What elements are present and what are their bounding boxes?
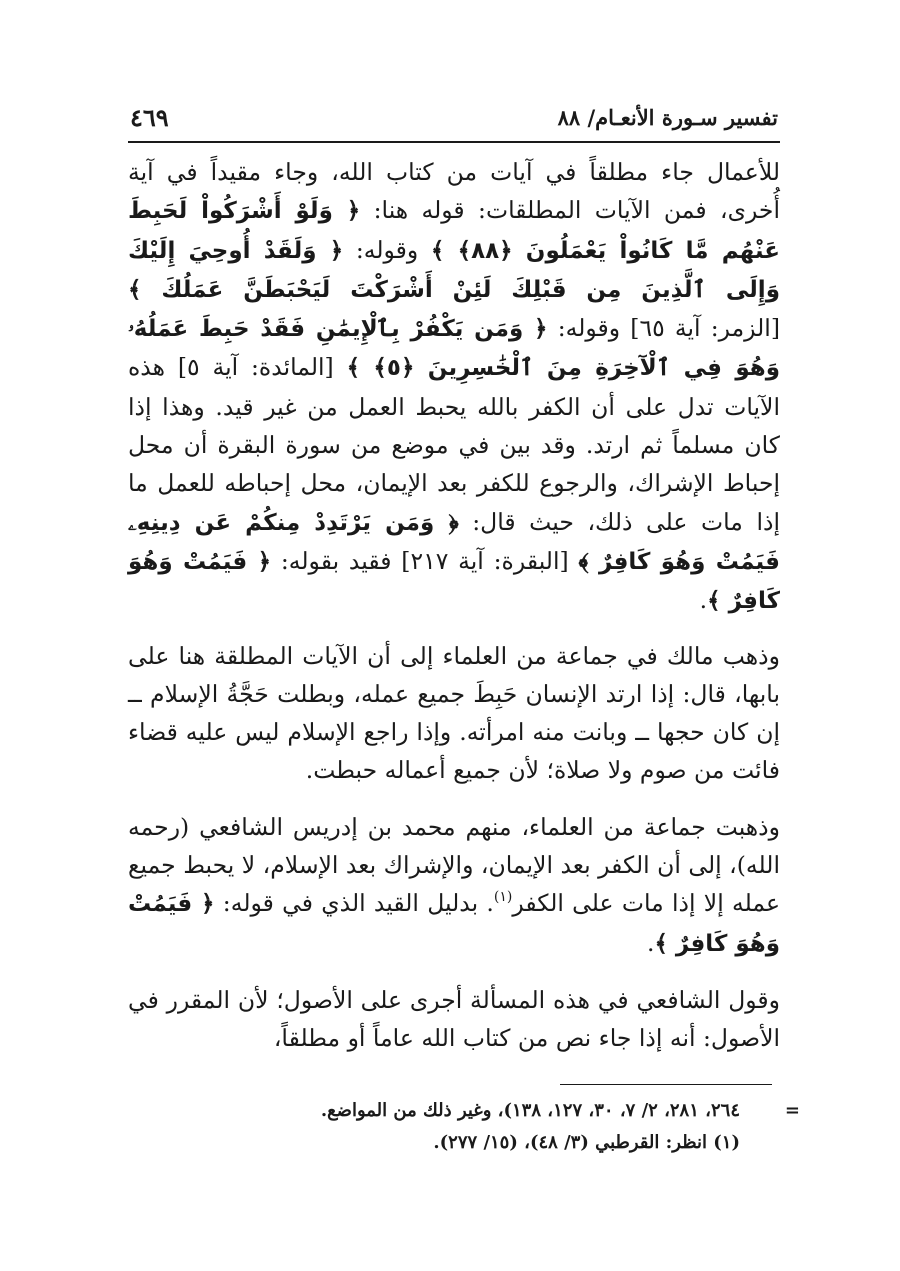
footnote-text: (١) انظر: القرطبي (٣/ ٤٨)، (١٥/ ٢٧٧). xyxy=(433,1131,740,1153)
quran-verse: ﴿ وَمَن يَكْفُرْ بِٱلْإِيمَٰنِ فَقَدْ حَبِطَ عَمَلُهُۥ وَهُوَ فِي ٱلْآخِرَةِ مِنَ ٱلْخَٰسِرِينَ ﴿٥﴾ ﴾ xyxy=(128,316,780,382)
page-header xyxy=(128,95,780,143)
text-run: وذهبت جماعة من العلماء، منهم محمد بن إدريس الشافعي (رحمه الله)، إلى أن الكفر بعد الإيمان، والإشراك بعد الإسلام، لا يحبط جميع عمله إلا إذا مات على الكفر xyxy=(128,812,780,918)
text-run: وقوله: xyxy=(343,235,431,264)
paragraph-1 xyxy=(128,153,780,621)
text-run: وقوله: xyxy=(547,314,631,343)
main-text xyxy=(128,153,780,1058)
footnote-1 xyxy=(128,1127,780,1159)
footnote-separator xyxy=(560,1084,772,1085)
book-page xyxy=(128,95,800,1159)
quran-verse: ﴿ فَيَمُتْ وَهُوَ كَافِرٌ ﴾ xyxy=(128,891,780,957)
text-run: . xyxy=(646,928,655,957)
paragraph-3 xyxy=(128,808,780,963)
running-title: تفسير سـورة الأنعـام/ ٨٨ xyxy=(557,105,778,130)
footnote-reference[interactable]: (١) xyxy=(493,889,513,906)
paragraph-4: وقول الشافعي في هذه المسألة أجرى على الأصول؛ لأن المقرر في الأصول: أنه إذا جاء نص من كتاب الله عاماً أو مطلقاً، xyxy=(128,985,780,1053)
quran-verse: ﴿ وَلَوْ أَشْرَكُواْ لَحَبِطَ عَنْهُم مَّا كَانُواْ يَعْمَلُونَ ﴿٨٨﴾ ﴾ xyxy=(128,198,781,264)
footnotes xyxy=(128,1095,800,1159)
footnote-continuation xyxy=(128,1095,800,1127)
text-run: للأعمال جاء مطلقاً في آيات من كتاب الله، وجاء مقيداً في آية أُخرى، فمن الآيات المطلقات: قوله هنا: xyxy=(128,158,780,225)
footnote-text: ٢٦٤، ٢٨١، ٢/ ٧، ٣٠، ١٢٧، ١٣٨)، وغير ذلك من المواضع. xyxy=(320,1099,740,1121)
verse-reference: [الزمر: آية ٦٥] xyxy=(630,314,781,343)
verse-reference: [المائدة: آية ٥] xyxy=(177,353,347,382)
text-run: . xyxy=(699,586,708,615)
continuation-mark: = xyxy=(784,1099,800,1121)
page-number: ٤٦٩ xyxy=(130,103,169,132)
text-run: فقيد بقوله: xyxy=(271,546,402,575)
quran-verse: ﴿ فَيَمُتْ وَهُوَ كَافِرٌ ﴾ xyxy=(128,548,780,615)
quran-verse: ﴿ وَمَن يَرْتَدِدْ مِنكُمْ عَن دِينِهِۦ فَيَمُتْ وَهُوَ كَافِرٌ ﴾ xyxy=(128,509,780,575)
text-run: . بدليل القيد الذي في قوله: xyxy=(214,889,494,918)
verse-reference: [البقرة: آية ٢١٧] xyxy=(401,546,579,575)
text-run: هذه الآيات تدل على أن الكفر بالله يحبط العمل من غير قيد. وهذا إذا كان مسلماً ثم ارتد. وقد بين في موضع من سورة البقرة أن محل إحباط الإشراك، والرجوع للكفر بعد الإيمان، محل إحباطه للعمل ما إذا مات على ذلك، حيث قال: xyxy=(128,353,780,536)
paragraph-2: وذهب مالك في جماعة من العلماء إلى أن الآيات المطلقة هنا على بابها، قال: إذا ارتد الإنسان حَبِطَ جميع عمله، وبطلت حَجَّةُ الإسلام ــ إن كان حجها ــ وبانت منه امرأته. وإذا راجع الإسلام ليس عليه قضاء فائت من صوم ولا صلاة؛ لأن جميع أعماله حبطت. xyxy=(128,641,780,785)
quran-verse: ﴿ وَلَقَدْ أُوحِيَ إِلَيْكَ وَإِلَى ٱلَّذِينَ مِن قَبْلِكَ لَئِنْ أَشْرَكْتَ لَيَحْبَطَنَّ عَمَلُكَ ﴾ xyxy=(128,237,780,303)
